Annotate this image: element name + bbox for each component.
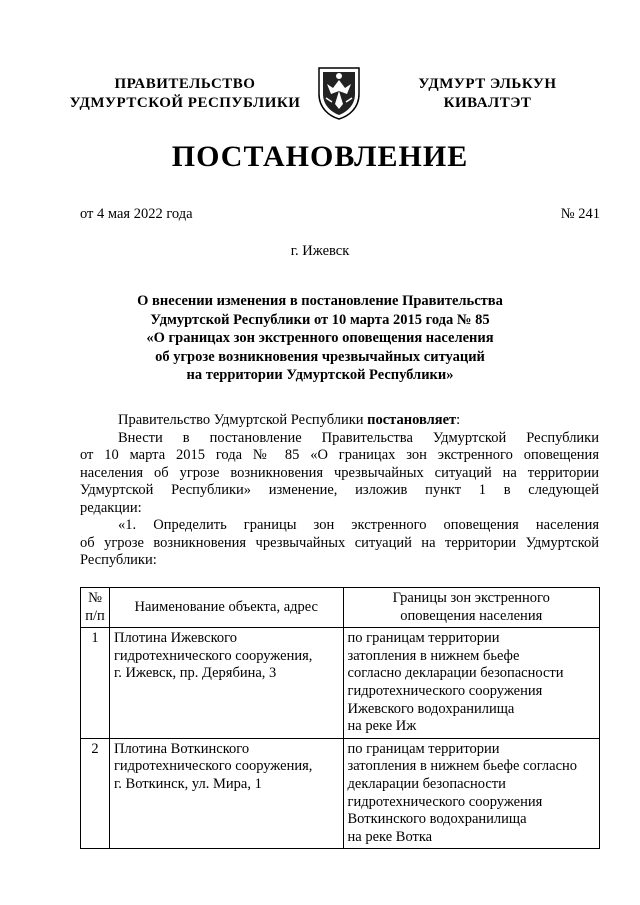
header-num-line-1: № (88, 590, 102, 606)
zones-table (80, 587, 600, 849)
row-1-zone-line-6: на реке Иж (347, 718, 417, 735)
header-right-line-1: УДМУРТ ЭЛЬКУН (418, 76, 557, 92)
paragraph-1 (80, 430, 599, 518)
row-1-name-line-1: Плотина Ижевского (113, 630, 237, 647)
document-subject (100, 292, 540, 385)
row-1-name-line-3: г. Ижевск, пр. Дерябина, 3 (113, 665, 277, 682)
decree-keyword: постановляет (367, 412, 457, 428)
header-left (60, 75, 310, 113)
header-left-line-1: ПРАВИТЕЛЬСТВО (114, 76, 256, 92)
subject-line-3: «О границах зон экстренного оповещения населения (146, 330, 494, 347)
row-2-name (109, 738, 343, 849)
subject-line-4: об угрозе возникновения чрезвычайных ситуаций (155, 348, 485, 365)
row-1-zone-line-4: гидротехнического сооружения (347, 682, 543, 699)
document-number: № 241 (560, 206, 600, 222)
para2-line-3: Республики: (80, 552, 157, 568)
header-zone (343, 588, 599, 628)
row-1-zone-line-3: согласно декларации безопасности (347, 665, 564, 682)
row-1-num: 1 (81, 628, 110, 739)
para1-line-2: от 10 марта 2015 года № 85 «О границах зон экстренного оповещения (80, 447, 599, 463)
table-row (81, 628, 600, 739)
row-2-zone-line-3: декларации безопасности (347, 775, 506, 792)
para1-line-1: Внести в постановление Правительства Удмуртской Республики (118, 429, 599, 446)
row-2-name-line-2: гидротехнического сооружения, (113, 758, 313, 775)
decree-line (80, 412, 599, 430)
header-num (81, 588, 110, 628)
row-1-zone-line-1: по границам территории (347, 630, 500, 647)
paragraph-2 (80, 517, 599, 570)
header-name: Наименование объекта, адрес (109, 588, 343, 628)
row-2-num: 2 (81, 738, 110, 849)
para1-line-3: населения об угрозе возникновения чрезвычайных ситуаций на территории (80, 464, 599, 481)
document-body (80, 412, 599, 570)
decree-colon: : (456, 412, 461, 428)
document-date: от 4 мая 2022 года (80, 206, 193, 222)
para2-line-2: об угрозе возникновения чрезвычайных ситуаций на территории Удмуртской (80, 534, 599, 551)
header-right-line-2: КИВАЛТЭТ (443, 95, 532, 111)
row-1-zone (343, 628, 599, 739)
row-2-zone-line-4: гидротехнического сооружения (347, 793, 543, 810)
row-2-name-line-1: Плотина Воткинского (113, 740, 250, 757)
row-1-name (109, 628, 343, 739)
row-2-zone-line-1: по границам территории (347, 740, 500, 757)
row-2-name-line-3: г. Воткинск, ул. Мира, 1 (113, 775, 262, 792)
header-zone-line-2: оповещения населения (400, 607, 543, 624)
para2-line-1: «1. Определить границы зон экстренного оповещения населения (118, 517, 599, 533)
subject-line-1: О внесении изменения в постановление Правительства (137, 293, 503, 309)
header-right (395, 75, 580, 113)
row-1-zone-line-5: Ижевского водохранилища (347, 700, 515, 717)
row-2-zone-line-6: на реке Вотка (347, 828, 433, 845)
row-2-zone (343, 738, 599, 849)
header-left-line-2: УДМУРТСКОЙ РЕСПУБЛИКИ (69, 95, 301, 111)
header-zone-line-1: Границы зон экстренного (392, 590, 550, 606)
table-row (81, 738, 600, 849)
header-num-line-2: п/п (85, 607, 105, 624)
para1-line-5: редакции: (80, 499, 142, 516)
table-header-row (81, 588, 600, 628)
document-title: ПОСТАНОВЛЕНИЕ (171, 140, 469, 173)
document-city: г. Ижевск (290, 243, 350, 259)
row-1-name-line-2: гидротехнического сооружения, (113, 647, 313, 664)
subject-line-5: на территории Удмуртской Республики» (186, 367, 454, 384)
row-1-zone-line-2: затопления в нижнем бьефе (347, 647, 520, 664)
decree-text: Правительство Удмуртской Республики (118, 412, 368, 428)
coat-of-arms-emblem-icon (315, 64, 363, 120)
row-2-zone-line-5: Воткинского водохранилища (347, 811, 527, 828)
para1-line-4: Удмуртской Республики» изменение, изложив пункт 1 в следующей (80, 482, 599, 498)
subject-line-2: Удмуртской Республики от 10 марта 2015 года № 85 (150, 311, 490, 328)
row-2-zone-line-2: затопления в нижнем бьефе согласно (347, 758, 578, 775)
